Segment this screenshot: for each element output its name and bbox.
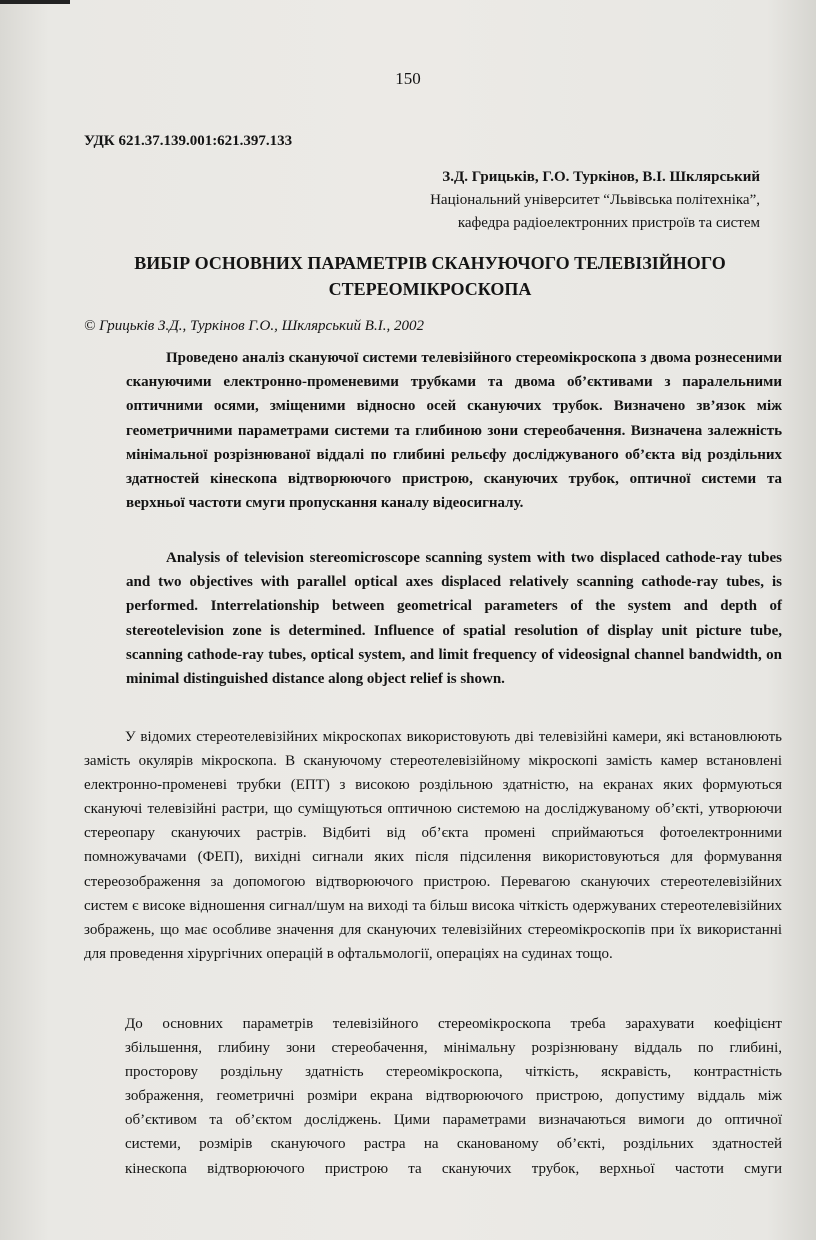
body-paragraph-2-line: До основних параметрів телевізійного стереомікроскопа треба зарахувати коефіцієнт <box>125 1016 782 1032</box>
page-number: 150 <box>395 69 421 88</box>
abstract-ukrainian: Проведено аналіз скануючої системи телевізійного стереомікроскопа з двома рознесеними скануючими електронно-променевими трубками та двома об’єктивами з паралельними оптичними осями, зміщеними відносно осей скануючих трубок. Визначено зв’язок між геометричними параметрами системи та глибиною зони стереобачення. Визначена залежність мінімальної розрізнюваної віддалі по глибині рельєфу досліджуваного об’єкта від роздільних здатностей кінескопа відтворюючого пристрою, скануючих трубок, оптичної системи та верхньої частоти смуги пропускання каналу відеосигналу. <box>126 350 782 512</box>
body-paragraph-2-line: збільшення, глибину зони стереобачення, мінімальну розрізнювану віддаль по глибині, <box>125 1040 782 1057</box>
body-paragraph-2-line: кінескопа відтворюючого пристрою та скануючих трубок, верхньої частоти смуги <box>125 1160 782 1177</box>
body-paragraph-2-line: системи, розмірів скануючого растра на сканованому об’єкті, роздільних здатностей <box>125 1136 782 1153</box>
scan-edge-mark <box>0 0 70 4</box>
body-paragraph-1: У відомих стереотелевізійних мікроскопах використовують дві телевізійні камери, які встановлюють замість окулярів мікроскопа. В скануючому стереотелевізійному мікроскопі замість камер встановлені електронно-променеві трубки (ЕПТ) з високою роздільною здатністю, на екранах яких формуються скануючі телевізійні растри, що суміщуються оптичною системою на досліджуваному об’єкті, утворюючи стереопару скануючих растрів. Відбиті від об’єкта промені сприймаються фотоелектронними помножувачами (ФЕП), вихідні сигнали яких після підсилення використовуються для формування стереозображення за допомогою відтворюючого пристрою. Перевагою скануючих стереотелевізійних систем є високе відношення сигнал/шум на виході та більш висока чіткість одержуваних стереотелевізійних зображень, що має особливе значення для скануючих телевізійних стереомікроскопів при їх використанні для проведення хірургічних операцій в офтальмології, операціях на судинах тощо. <box>84 729 782 962</box>
copyright-line: © Грицьків З.Д., Туркінов Г.О., Шклярський В.І., 2002 <box>84 318 424 334</box>
body-paragraph-2-line: об’єктивом та об’єктом досліджень. Цими параметрами визначаються вимоги до оптичної <box>125 1112 782 1129</box>
affiliation-department: кафедра радіоелектронних пристроїв та систем <box>457 215 760 231</box>
paper-title-line-2: СТЕРЕОМІКРОСКОПА <box>328 279 532 299</box>
paper-title-line-1: ВИБІР ОСНОВНИХ ПАРАМЕТРІВ СКАНУЮЧОГО ТЕЛЕВІЗІЙНОГО <box>134 253 726 273</box>
abstract-english: Analysis of television stereomicroscope scanning system with two displaced cathode-ray tubes and two objectives with parallel optical axes displaced relatively scanning cathode-ray tubes, is performed. Interrelationship between geometrical parameters of the system and depth of stereotelevision zone is determined. Influence of spatial resolution of display unit picture tube, scanning cathode-ray tubes, optical system, and limit frequency of videosignal channel bandwidth, on minimal distinguished distance along object relief is shown. <box>126 550 782 688</box>
affiliation-university: Національний університет “Львівська політехніка”, <box>430 192 760 208</box>
udk-code: УДК 621.37.139.001:621.397.133 <box>84 133 293 149</box>
author-block <box>200 166 760 235</box>
body-paragraph-2-line: просторову роздільну здатність стереомікроскопа, чіткість, яскравість, контрастність <box>125 1064 782 1081</box>
body-paragraph-2 <box>84 1012 782 1181</box>
body-paragraph-2-line: зображення, геометричні розміри екрана відтворюючого пристрою, допустиму віддаль між <box>125 1088 782 1105</box>
author-names: З.Д. Грицьків, Г.О. Туркінов, В.І. Шклярський <box>442 169 760 185</box>
paper-title <box>70 250 790 302</box>
